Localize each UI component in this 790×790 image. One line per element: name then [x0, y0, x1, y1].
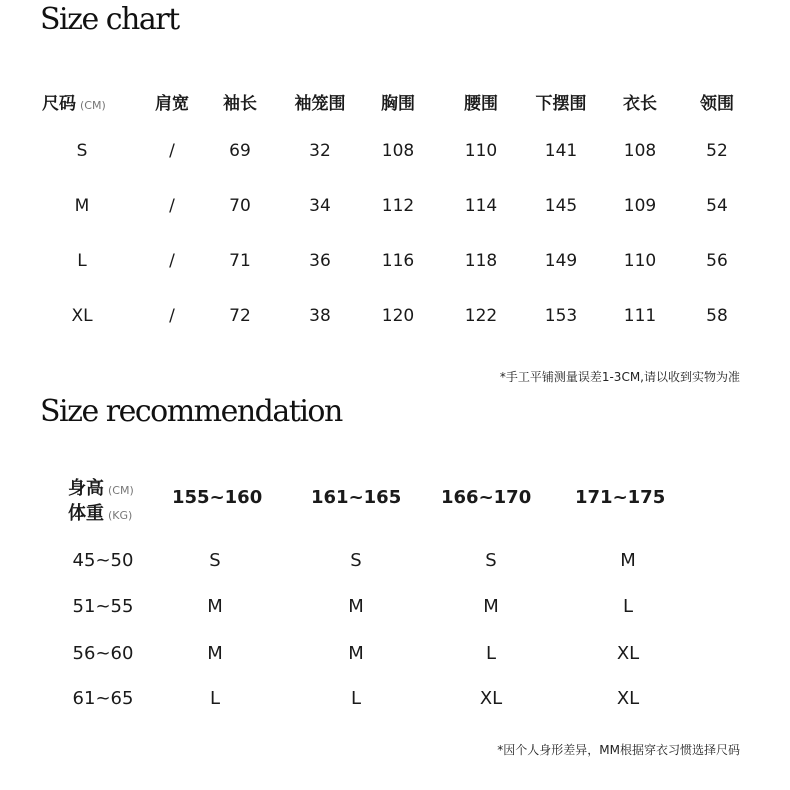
weight-label: 体重 — [68, 503, 104, 524]
size-chart-cell: XL — [71, 306, 93, 326]
size-chart-cell: / — [169, 141, 175, 161]
recommended-size-cell: S — [209, 550, 221, 571]
recommended-size-cell: XL — [616, 688, 640, 709]
recommended-size-cell: L — [485, 643, 497, 664]
weight-label-group — [68, 503, 132, 527]
height-range-header: 155~160 — [172, 487, 263, 508]
size-chart-header: 胸围 — [381, 94, 415, 114]
size-chart-header: 下摆围 — [535, 94, 587, 114]
size-recommendation-note: *因个人身形差异，MM根据穿衣习惯选择尺码 — [497, 743, 740, 757]
size-chart-cell: 145 — [544, 196, 578, 216]
recommended-size-cell: XL — [479, 688, 503, 709]
size-chart-cell: S — [76, 141, 88, 161]
weight-range-cell: 45~50 — [72, 550, 134, 571]
height-unit: (CM) — [108, 484, 134, 497]
size-chart-header: 袖笼围 — [294, 94, 346, 114]
size-chart-header: 领围 — [700, 94, 734, 114]
height-range-header: 161~165 — [311, 487, 402, 508]
size-chart-cell: 110 — [464, 141, 498, 161]
recommended-size-cell: M — [620, 550, 636, 571]
size-chart-title: Size chart — [40, 2, 179, 37]
weight-range-cell: 51~55 — [72, 596, 134, 617]
recommended-size-cell: M — [348, 643, 364, 664]
size-recommendation-title: Size recommendation — [40, 394, 342, 429]
height-label-group — [68, 478, 134, 502]
size-chart-cell: 58 — [706, 306, 728, 326]
weight-unit: (KG) — [108, 509, 133, 522]
size-chart-cell: 122 — [464, 306, 498, 326]
size-chart-cell: 69 — [229, 141, 251, 161]
size-chart-cell: 111 — [623, 306, 657, 326]
size-chart-header: 肩宽 — [155, 94, 189, 114]
recommended-size-cell: S — [350, 550, 362, 571]
size-chart-cell: 70 — [229, 196, 251, 216]
size-chart-cell: 52 — [706, 141, 728, 161]
recommended-size-cell: L — [350, 688, 362, 709]
size-chart-cell: 108 — [381, 141, 415, 161]
size-chart-cell: 120 — [381, 306, 415, 326]
size-chart-cell: / — [169, 306, 175, 326]
recommended-size-cell: M — [207, 643, 223, 664]
size-chart-cell: 54 — [706, 196, 728, 216]
size-chart-cell: 56 — [706, 251, 728, 271]
size-chart-header-label: 尺码 — [42, 94, 76, 114]
size-chart-cell: 116 — [381, 251, 415, 271]
size-chart-cell: 153 — [544, 306, 578, 326]
recommended-size-cell: M — [348, 596, 364, 617]
size-chart-cell: 71 — [229, 251, 251, 271]
size-chart-cell: 109 — [623, 196, 657, 216]
size-chart-cell: 118 — [464, 251, 498, 271]
height-range-header: 166~170 — [441, 487, 532, 508]
size-chart-cell: / — [169, 196, 175, 216]
height-label: 身高 — [68, 478, 104, 499]
size-chart-cell: 108 — [623, 141, 657, 161]
size-chart-cell: / — [169, 251, 175, 271]
size-chart-header: 衣长 — [623, 94, 657, 114]
weight-range-cell: 56~60 — [72, 643, 134, 664]
size-chart-unit: (CM) — [80, 99, 106, 112]
recommended-size-cell: S — [485, 550, 497, 571]
size-chart-cell: 112 — [381, 196, 415, 216]
size-chart-cell: 36 — [309, 251, 331, 271]
size-chart-cell: 110 — [623, 251, 657, 271]
recommended-size-cell: L — [209, 688, 221, 709]
size-chart-header: 腰围 — [464, 94, 498, 114]
size-chart-cell: 149 — [544, 251, 578, 271]
size-chart-note: *手工平铺测量误差1-3CM,请以收到实物为准 — [499, 370, 740, 384]
recommended-size-cell: M — [207, 596, 223, 617]
recommended-size-cell: M — [483, 596, 499, 617]
size-chart-header: 袖长 — [223, 94, 257, 114]
recommended-size-cell: XL — [616, 643, 640, 664]
size-chart-cell: 34 — [309, 196, 331, 216]
weight-range-cell: 61~65 — [72, 688, 134, 709]
size-chart-cell: L — [77, 251, 87, 271]
size-chart-cell: 141 — [544, 141, 578, 161]
recommended-size-cell: L — [622, 596, 634, 617]
size-chart-cell: 72 — [229, 306, 251, 326]
size-chart-cell: 114 — [464, 196, 498, 216]
size-chart-cell: 38 — [309, 306, 331, 326]
size-chart-cell: M — [74, 196, 90, 216]
height-range-header: 171~175 — [575, 487, 666, 508]
size-chart-cell: 32 — [309, 141, 331, 161]
